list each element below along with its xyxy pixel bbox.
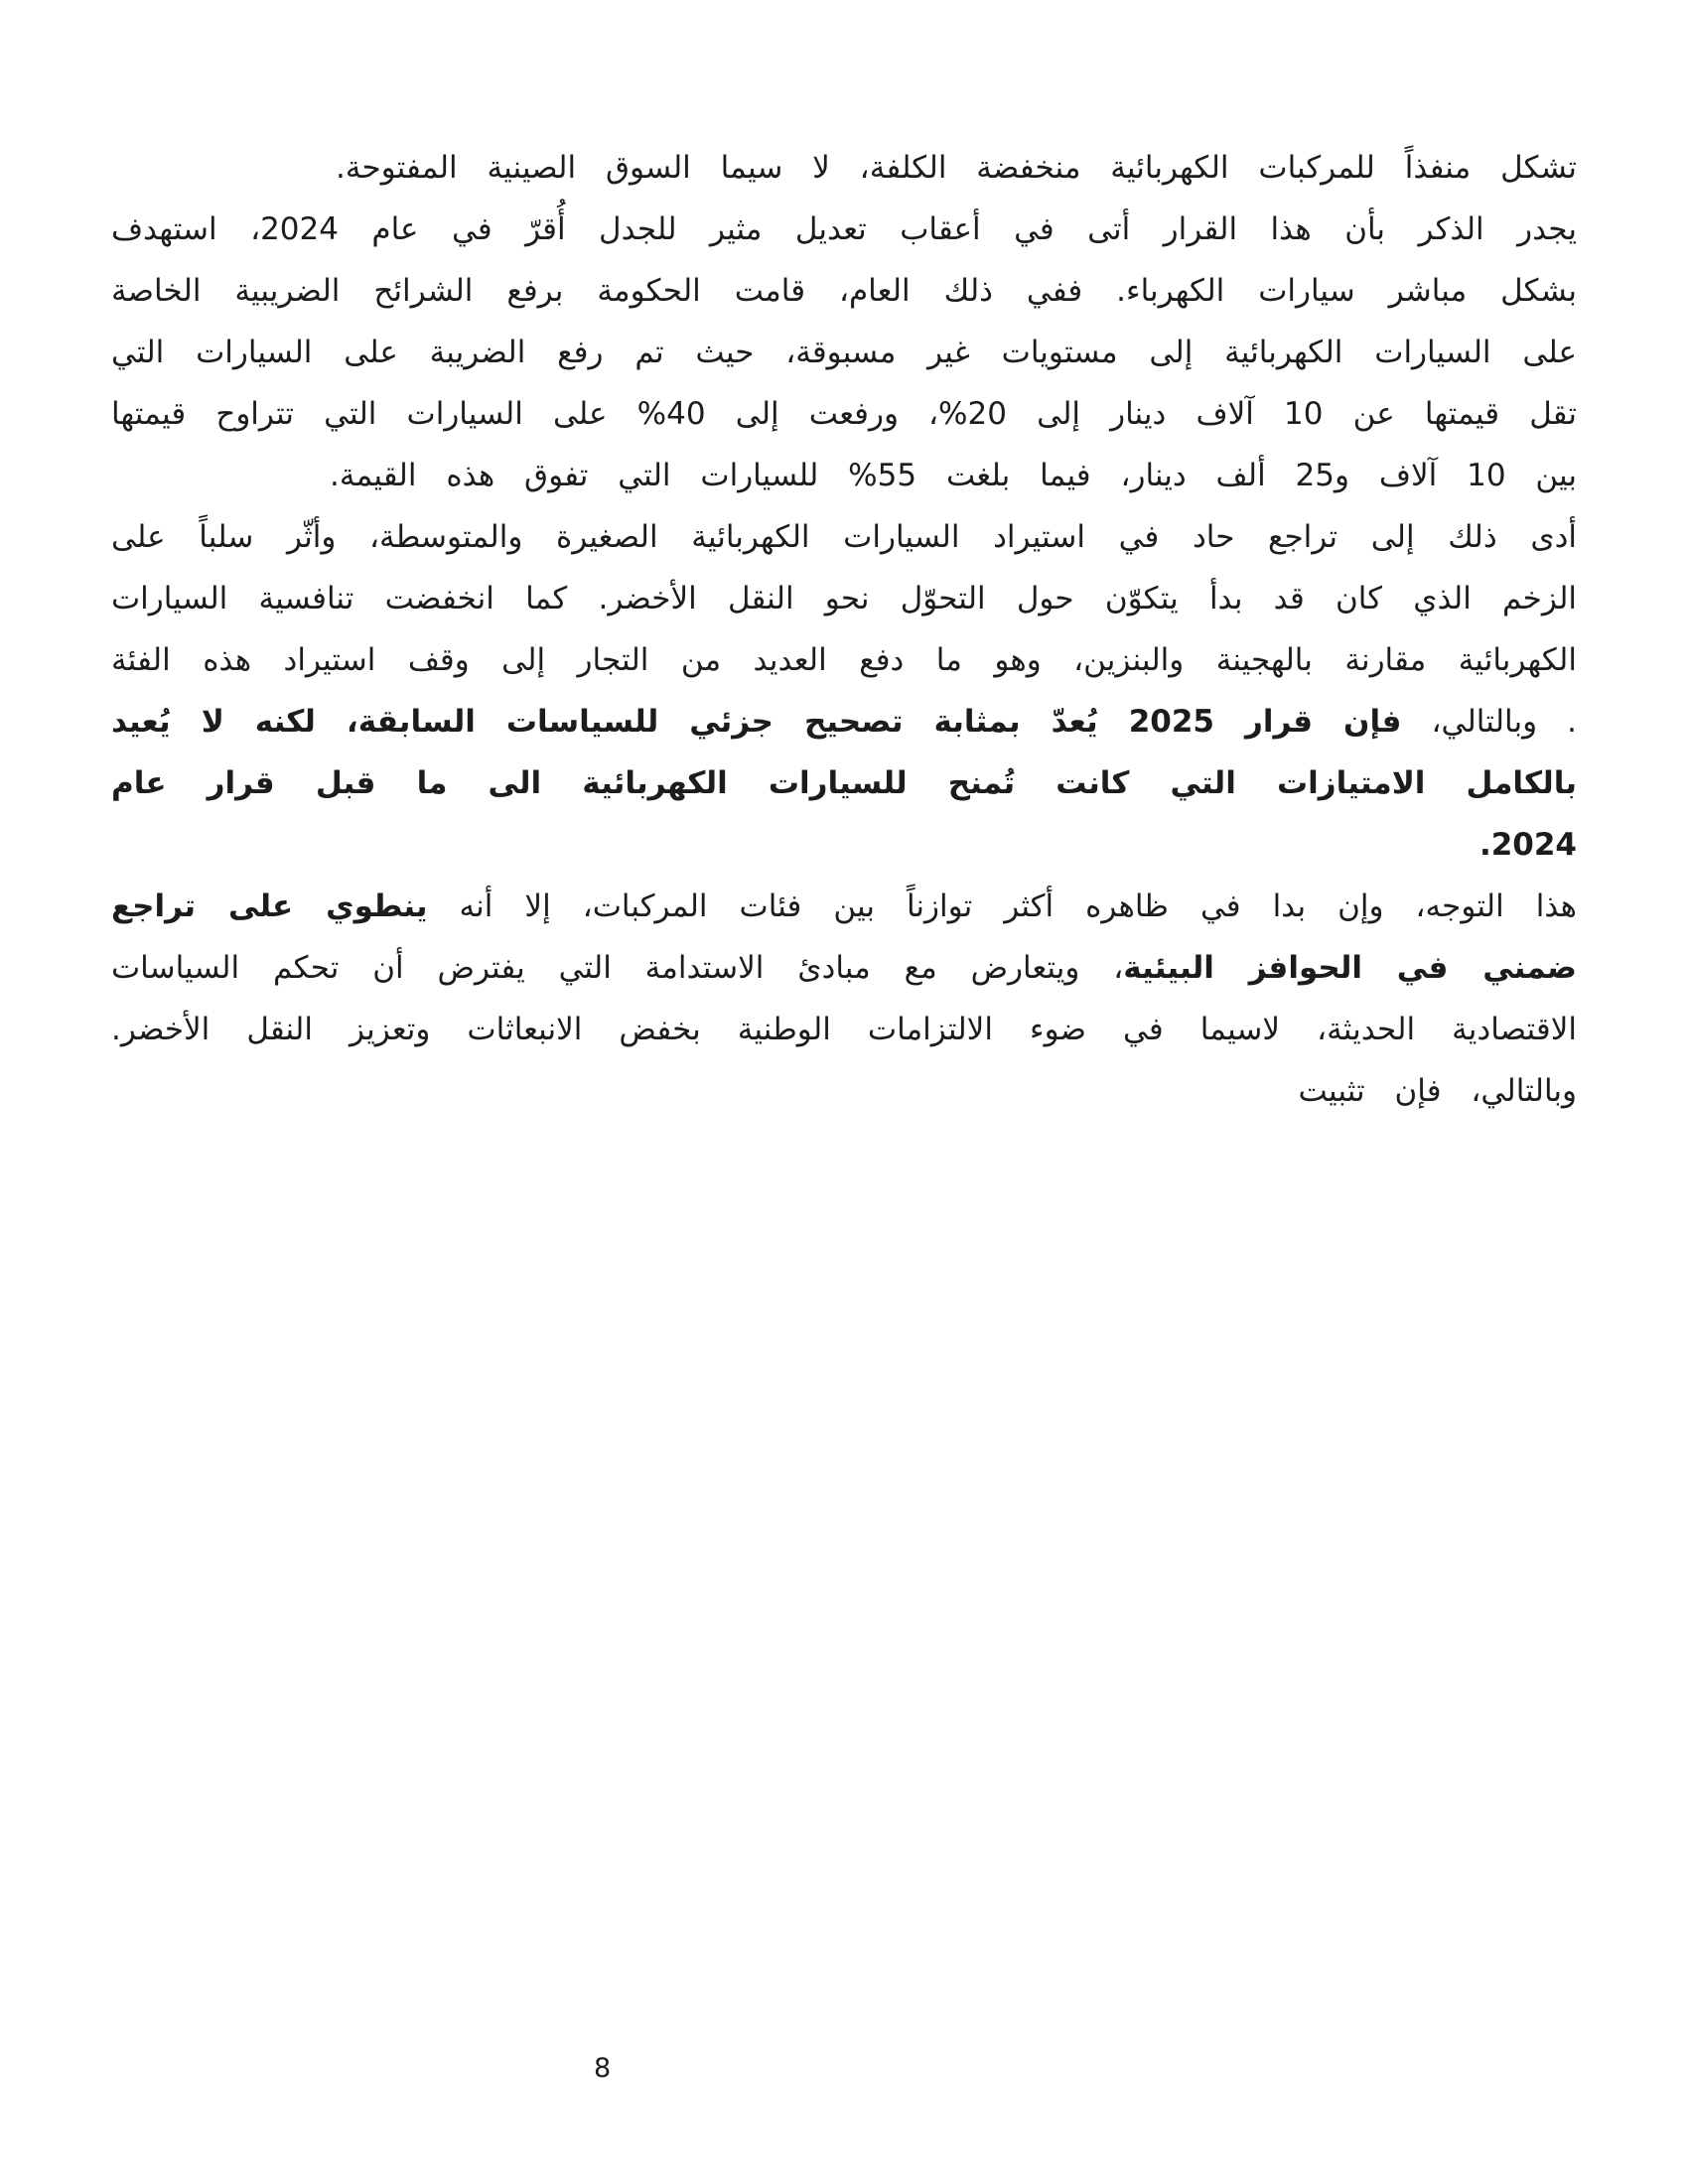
text-run-bold: ينطوي على تراجع ضمني في الحوافز البيئية bbox=[111, 888, 1577, 986]
text-run: ، ويتعارض مع مبادئ الاستدامة التي يفترض أن تحكم السياسات الاقتصادية الحديثة، لاسيما في ضوء الالتزامات الوطنية بخفض الانبعاثات وتعزيز النقل الأخضر. وبالتالي، فإن تثبيت bbox=[111, 950, 1577, 1109]
paragraph bbox=[111, 137, 1577, 199]
text-run-bold: فإن قرار 2025 يُعدّ بمثابة تصحيح جزئي للسياسات السابقة، لكنه لا يُعيد بالكامل الامتيازات التي كانت تُمنح للسيارات الكهربائية الى ما قبل قرار عام 2024. bbox=[111, 704, 1577, 863]
text-run: أدى ذلك إلى تراجع حاد في استيراد السيارات الكهربائية الصغيرة والمتوسطة، وأثّر سلباً على الزخم الذي كان قد بدأ يتكوّن حول التحوّل نحو النقل الأخضر. كما انخفضت تنافسية السيارات الكهربائية مقارنة بالهجينة والبنزين، وهو ما دفع العديد من التجار إلى وقف استيراد هذه الفئة . وبالتالي، bbox=[111, 519, 1577, 740]
page-footer bbox=[0, 2049, 1688, 2089]
paragraph bbox=[111, 199, 1577, 506]
text-run: تشكل منفذاً للمركبات الكهربائية منخفضة الكلفة، لا سيما السوق الصينية المفتوحة. bbox=[335, 150, 1577, 186]
text-run: يجدر الذكر بأن هذا القرار أتى في أعقاب تعديل مثير للجدل أُقرّ في عام 2024، استهدف بشكل مباشر سيارات الكهرباء. ففي ذلك العام، قامت الحكومة برفع الشرائح الضريبية الخاصة على السيارات الكهربائية إلى مستويات غير مسبوقة، حيث تم رفع الضريبة على السيارات التي تقل قيمتها عن 10 آلاف دينار إلى 20%، ورفعت إلى 40% على السيارات التي تتراوح قيمتها بين 10 آلاف و25 ألف دينار، فيما بلغت 55% للسيارات التي تفوق هذه القيمة. bbox=[111, 211, 1577, 493]
page-number: 8 bbox=[594, 2053, 612, 2084]
page-content bbox=[111, 137, 1577, 1122]
paragraph bbox=[111, 506, 1577, 876]
text-run: هذا التوجه، وإن بدا في ظاهره أكثر توازناً بين فئات المركبات، إلا أنه bbox=[427, 888, 1577, 924]
paragraph bbox=[111, 876, 1577, 1122]
